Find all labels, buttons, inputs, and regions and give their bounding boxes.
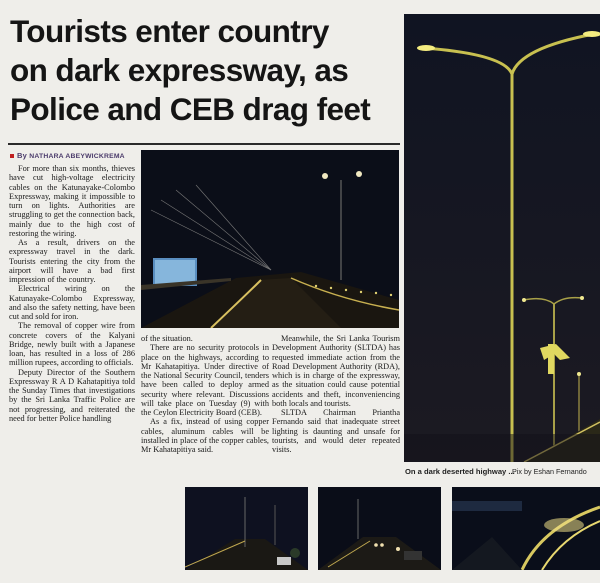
paragraph: Deputy Director of the Southern Expressway R A D Kahatapitiya told the Sunday Times that investigations by the Sri Lanka Traffic Police are not progressing, and reiterated the need for better Police handling <box>9 367 135 423</box>
lamppost-photo-image <box>404 14 600 462</box>
byline-square-icon <box>10 154 14 158</box>
article-column-3 <box>272 334 400 454</box>
headline-line-3: Police and CEB drag feet <box>10 91 371 127</box>
article-column-1 <box>9 164 135 423</box>
paragraph: For more than six months, thieves have cut high-voltage electricity cables on the Katunayake-Colombo Expressway, making it impossible to turn on lights. Authorities are struggling to get the connection back, mainly due to the high cost of restoring the wiring. <box>9 164 135 238</box>
highway-photo-bottom-2-image <box>318 487 441 570</box>
highway-photo-main-image <box>141 150 399 328</box>
paragraph: Meanwhile, the Sri Lanka Tourism Development Authority (SLTDA) has requested immediate action from the Road Development Authority (RDA), which is in charge of the expressway, as the situation could cause potential accidents and theft, inconveniencing both locals and tourists. <box>272 334 400 408</box>
headline-line-1: Tourists enter country <box>10 13 329 49</box>
paragraph: SLTDA Chairman Priantha Fernando said that inadequate street lighting is daunting and unsafe for tourists, and would deter repeated visits. <box>272 408 400 454</box>
byline-author: NATHARA ABEYWICKREMA <box>29 153 125 160</box>
highway-photo-bottom-1 <box>185 487 308 570</box>
paragraph: There are no security protocols in place on the highways, according to Mr Kahatapitiya. Under directive of the National Security Council, tenders have been called to deploy armed security where relevant. Discussions will take place on Tuesday (9) with the Ceylon Electricity Board (CEB). <box>141 343 269 417</box>
article-headline <box>10 12 400 129</box>
byline <box>10 151 125 160</box>
highway-photo-bottom-1-image <box>185 487 308 570</box>
byline-prefix: By <box>17 151 27 160</box>
article-column-2 <box>141 334 269 454</box>
highway-photo-main <box>141 150 399 328</box>
highway-photo-bottom-3-image <box>452 487 600 570</box>
photo-credit: Pix by Eshan Fernando <box>512 467 587 476</box>
photo-caption: On a dark deserted highway ... <box>405 467 515 476</box>
paragraph: As a fix, instead of using copper cables, aluminum cables will be installed in place of the copper cables, Mr Kahatapitiya said. <box>141 417 269 454</box>
paragraph: The removal of copper wire from concrete covers of the Kalyani Bridge, newly built with a Japanese loan, has resulted in a loss of 286 million rupees, according to officials. <box>9 321 135 368</box>
lamppost-photo <box>404 14 600 462</box>
headline-rule <box>8 143 400 145</box>
highway-photo-bottom-2 <box>318 487 441 570</box>
paragraph: Electrical wiring on the Katunayake-Colombo Expressway, and also the safety netting, have been cut and sold for iron. <box>9 284 135 321</box>
highway-photo-bottom-3 <box>452 487 600 570</box>
paragraph: of the situation. <box>141 334 193 343</box>
headline-line-2: on dark expressway, as <box>10 52 349 88</box>
paragraph: As a result, drivers on the expressway travel in the dark. Tourists entering the city from the airport will have a bad first impression of the country. <box>9 238 135 284</box>
